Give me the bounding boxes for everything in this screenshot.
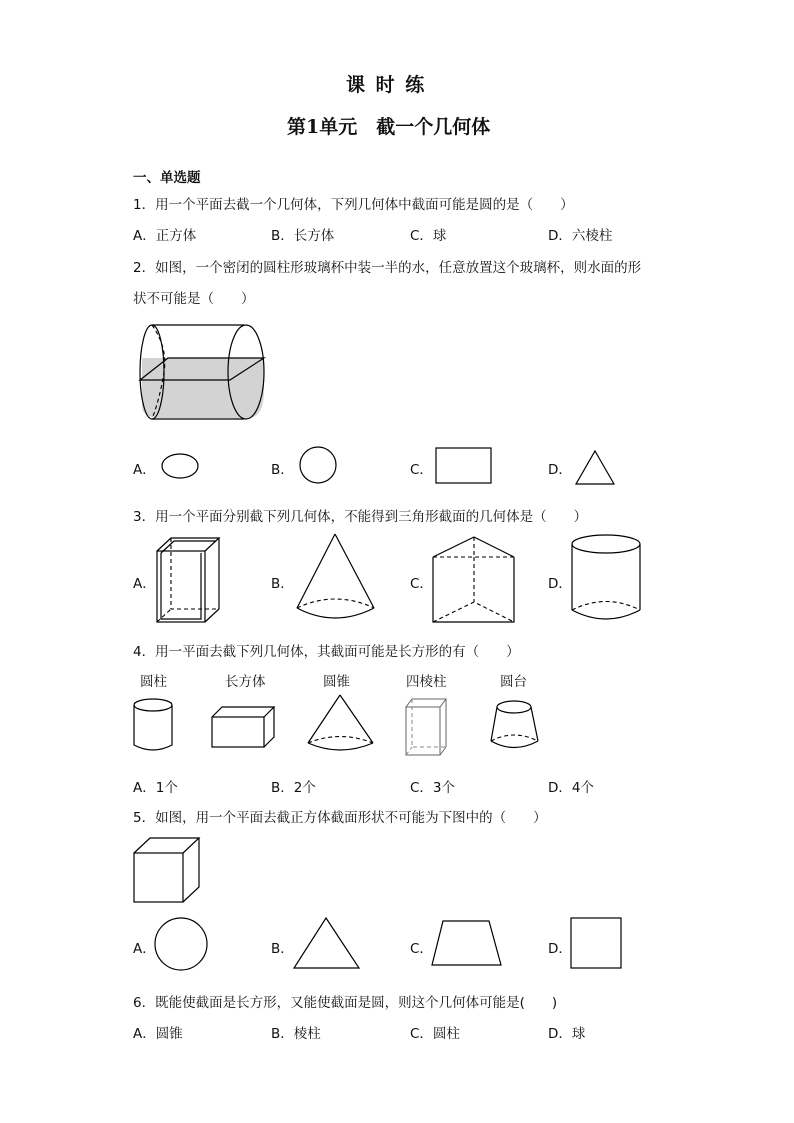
square-shape-icon xyxy=(570,917,624,971)
frustum-icon xyxy=(489,699,541,755)
q1-option-b: B．长方体 xyxy=(271,228,335,244)
rectangle-shape-icon xyxy=(435,447,493,485)
question-3-text: 3．用一个平面分别截下列几何体，不能得到三角形截面的几何体是（ ） xyxy=(133,509,588,525)
q4-option-c: C．3个 xyxy=(410,780,456,796)
q6-option-c: C．圆柱 xyxy=(410,1026,460,1042)
q5-option-a: A． xyxy=(133,941,156,957)
q4-option-b: B．2个 xyxy=(271,780,316,796)
q5-option-b: B． xyxy=(271,941,294,957)
cone-icon xyxy=(293,532,379,624)
q2-option-b: B． xyxy=(271,462,294,478)
q6-option-a: A．圆锥 xyxy=(133,1026,183,1042)
triangle-shape-icon xyxy=(575,450,617,486)
triangular-prism-icon xyxy=(432,535,516,625)
question-4-text: 4．用一平面去截下列几何体，其截面可能是长方形的有（ ） xyxy=(133,644,520,660)
q4-option-d: D．4个 xyxy=(548,780,594,796)
cuboid-icon xyxy=(155,536,221,626)
question-2-text-cont: 状不可能是（ ） xyxy=(133,291,255,307)
small-cylinder-icon xyxy=(133,697,175,755)
label-cone: 圆锥 xyxy=(323,674,350,690)
q2-option-c: C． xyxy=(410,462,433,478)
cylinder-half-water-icon xyxy=(130,318,270,424)
q1-option-d: D．六棱柱 xyxy=(548,228,613,244)
q1-option-c: C．球 xyxy=(410,228,447,244)
question-1-text: 1．用一个平面去截一个几何体，下列几何体中截面可能是圆的是（ ） xyxy=(133,197,574,213)
small-cone-icon xyxy=(305,693,377,757)
label-cylinder: 圆柱 xyxy=(140,674,167,690)
square-prism-icon xyxy=(404,697,448,759)
q4-option-a: A．1个 xyxy=(133,780,178,796)
circle-shape-icon xyxy=(299,446,339,486)
q6-option-b: B．棱柱 xyxy=(271,1026,321,1042)
q5-option-d: D． xyxy=(548,941,572,957)
ellipse-shape-icon xyxy=(161,452,201,480)
page-subtitle: 第1单元 截一个几何体 xyxy=(287,116,491,138)
q3-option-a: A． xyxy=(133,576,156,592)
question-6-text: 6．既能使截面是长方形，又能使截面是圆，则这个几何体可能是( ) xyxy=(133,995,558,1011)
section-heading: 一、单选题 xyxy=(133,170,201,186)
circle-shape-icon xyxy=(154,917,210,973)
q2-option-d: D． xyxy=(548,462,572,478)
q2-option-a: A． xyxy=(133,462,156,478)
q1-option-a: A．正方体 xyxy=(133,228,197,244)
cube-icon xyxy=(133,837,201,905)
q5-option-c: C． xyxy=(410,941,433,957)
q3-option-b: B． xyxy=(271,576,294,592)
question-5-text: 5．如图，用一个平面去截正方体截面形状不可能为下图中的（ ） xyxy=(133,810,547,826)
page-title: 课 时 练 xyxy=(346,74,427,96)
q3-option-d: D． xyxy=(548,576,572,592)
small-cuboid-icon xyxy=(210,705,276,749)
label-square-prism: 四棱柱 xyxy=(406,674,447,690)
q6-option-d: D．球 xyxy=(548,1026,586,1042)
triangle-shape-icon xyxy=(293,917,361,971)
question-2-text: 2．如图，一个密闭的圆柱形玻璃杯中装一半的水，任意放置这个玻璃杯，则水面的形 xyxy=(133,260,642,276)
label-frustum: 圆台 xyxy=(500,674,527,690)
trapezoid-shape-icon xyxy=(431,919,503,969)
label-cuboid: 长方体 xyxy=(225,674,266,690)
q3-option-c: C． xyxy=(410,576,433,592)
cylinder-icon xyxy=(570,533,642,623)
